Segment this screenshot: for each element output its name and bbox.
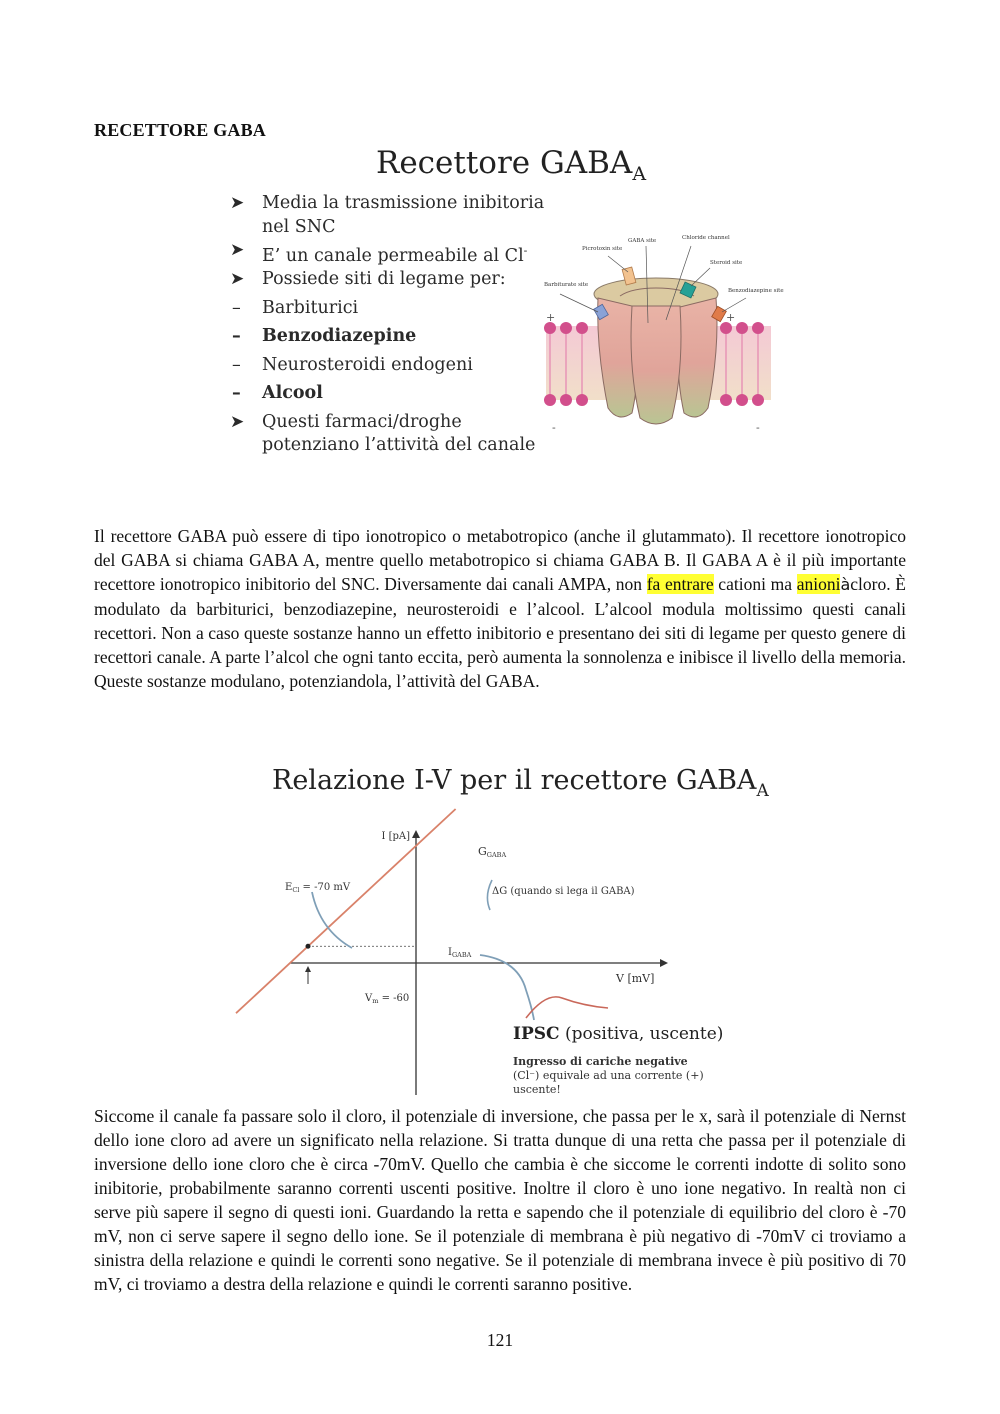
- section-heading: RECETTORE GABA: [94, 120, 267, 140]
- subitem-benzodiazepine: – Benzodiazepine: [232, 326, 417, 347]
- subitem-list: [230, 297, 550, 406]
- g-gaba-label: GGABA: [478, 845, 507, 859]
- slide1-title: [376, 145, 646, 185]
- igaba-label: $I_{GABA}$: [448, 947, 472, 959]
- bullet-text: Possiede siti di legame per:: [262, 269, 506, 290]
- slide2-title: [272, 765, 769, 801]
- highlight-anioni: anioni: [796, 574, 841, 594]
- arrow-bullet-icon: ➤: [230, 193, 245, 213]
- outside-plus-sign: +: [726, 311, 736, 324]
- paragraph-iv-explanation: Siccome il canale fa passare solo il cloro, il potenziale di inversione, che passa per le x, sarà il potenziale di Nernst dello ione cloro ad avere un significato nella relazione. Si tratta dunque di una retta che passa per il potenziale di inversione dello ione cloro che è circa -70mV. Quello che cambia è che siccome le correnti indotte di solito sono inibitorie, probabilmente saranno correnti uscenti positive. Inoltre il cloro è uno ione negativo. In realtà non ci serve più sapere il segno di questi ioni. Guardando la retta e sapendo che il potenziale di equilibrio del cloro è -70 mV, non ci serve sapere il segno dello ione. Se il potenziale di membrana è più negativo di -70mV ci troviamo a sinistra della relazione e quindi le correnti sono negative. Se il potenziale di membrana invece è più positivo di 70 mV, ci troviamo a destra della relazione e quindi le correnti saranno positive.: [94, 1106, 906, 1294]
- vm-arrowhead-icon: [305, 966, 311, 972]
- subitem-neurosteroidi: – Neurosteroidi endogeni: [232, 354, 473, 375]
- bullet-item: [230, 268, 550, 292]
- subitem-alcool: – Alcool: [232, 383, 323, 404]
- page-number: 121: [486, 1330, 514, 1350]
- highlight-fa-entrare: fa entrare: [646, 574, 714, 594]
- gaba-receptor-diagram: [536, 228, 784, 438]
- arrow-bullet-icon: ➤: [230, 269, 245, 290]
- y-axis-label: I [pA]: [381, 831, 410, 842]
- arrow-bullet-icon: ➤: [230, 411, 245, 432]
- gaba-site-label: GABA site: [628, 238, 657, 244]
- bullet-item: [230, 411, 550, 458]
- bullet-text: Media la trasmissione inibitoria nel SNC: [262, 193, 545, 237]
- outside-plus-sign: +: [546, 311, 556, 324]
- inside-minus-sign: -: [756, 421, 760, 434]
- ecl-label: $E_{Cl} = -70$ mV: [285, 882, 351, 894]
- x-axis-arrow-icon: [660, 959, 668, 967]
- picrotoxin-site-label: Picrotoxin site: [582, 246, 623, 252]
- receptor-protein: [594, 278, 718, 424]
- bullet-item: [230, 192, 550, 239]
- arrow-bullet-icon: ➤: [230, 240, 245, 260]
- ecl-callout-curve: [312, 892, 352, 948]
- ipsc-note-line2: (Cl⁻) equivale ad una corrente (+) uscente!: [513, 1069, 704, 1096]
- bullet-text: E’ un canale permeabile al Cl: [262, 245, 524, 266]
- inside-minus-sign: -: [552, 421, 556, 434]
- subitem-barbiturici: – Barbiturici: [232, 297, 359, 318]
- ipsc-title: IPSC (positiva, uscente): [513, 1024, 724, 1044]
- delta-g-label: ΔG (quando si lega il GABA): [492, 886, 635, 897]
- chloride-charge-superscript: -: [523, 244, 528, 257]
- slide1-bullet-list: [230, 192, 550, 458]
- steroid-site-label: Steroid site: [710, 260, 743, 266]
- slide2-title-sub: A: [756, 781, 769, 801]
- vm-label: $V_m = -60$: [365, 993, 410, 1005]
- ipsc-note-line1: Ingresso di cariche negative: [513, 1055, 688, 1068]
- bullet-text: Questi farmaci/droghe potenziano l’attività del canale: [262, 411, 536, 456]
- paragraph-gaba-receptor: Il recettore GABA può essere di tipo ionotropico o metabotropico (anche il glutammato). Il recettore ionotropico del GABA si chiama GABA A, mentre quello metabotropico si chiama GABA B. Il GABA A è il più importante recettore ionotropico inibitorio del SNC. Diversamente dai canali AMPA, non fa entrare cationi ma anioniàcloro. È modulato da barbiturici, benzodiazepine, neurosteroidi e l’alcool. L’alcool modula moltissimo questi canali recettori. Non a caso queste sostanze hanno un effetto inibitorio e presentano dei siti di legame per questo genere di recettori canale. A parte l’alcol che ogni tanto eccita, però aumenta la sonnolenza e inibisce il livello della memoria. Queste sostanze modulano, potenziandola, l’attività del GABA.: [94, 526, 906, 691]
- ipsc-note: [513, 1055, 743, 1097]
- inserted-arrow-char: à: [840, 575, 851, 594]
- barbiturate-site-label: Barbiturate site: [544, 282, 589, 288]
- slide1-title-sub: A: [632, 163, 647, 185]
- vm-point: [306, 944, 311, 949]
- ipsc-trace: [526, 997, 608, 1018]
- chloride-channel-label: Chloride channel: [682, 235, 730, 241]
- slide1-title-text: Recettore GABA: [376, 145, 633, 181]
- slide2-title-text: Relazione I-V per il recettore GABA: [272, 765, 757, 796]
- x-axis-label: V [mV]: [616, 972, 655, 985]
- igaba-callout-curve: [480, 955, 534, 1020]
- benzodiazepine-site-label: Benzodiazepine site: [728, 288, 784, 294]
- bullet-item: [230, 239, 550, 268]
- conductance-line: [236, 809, 456, 1013]
- y-axis-arrow-icon: [412, 830, 420, 838]
